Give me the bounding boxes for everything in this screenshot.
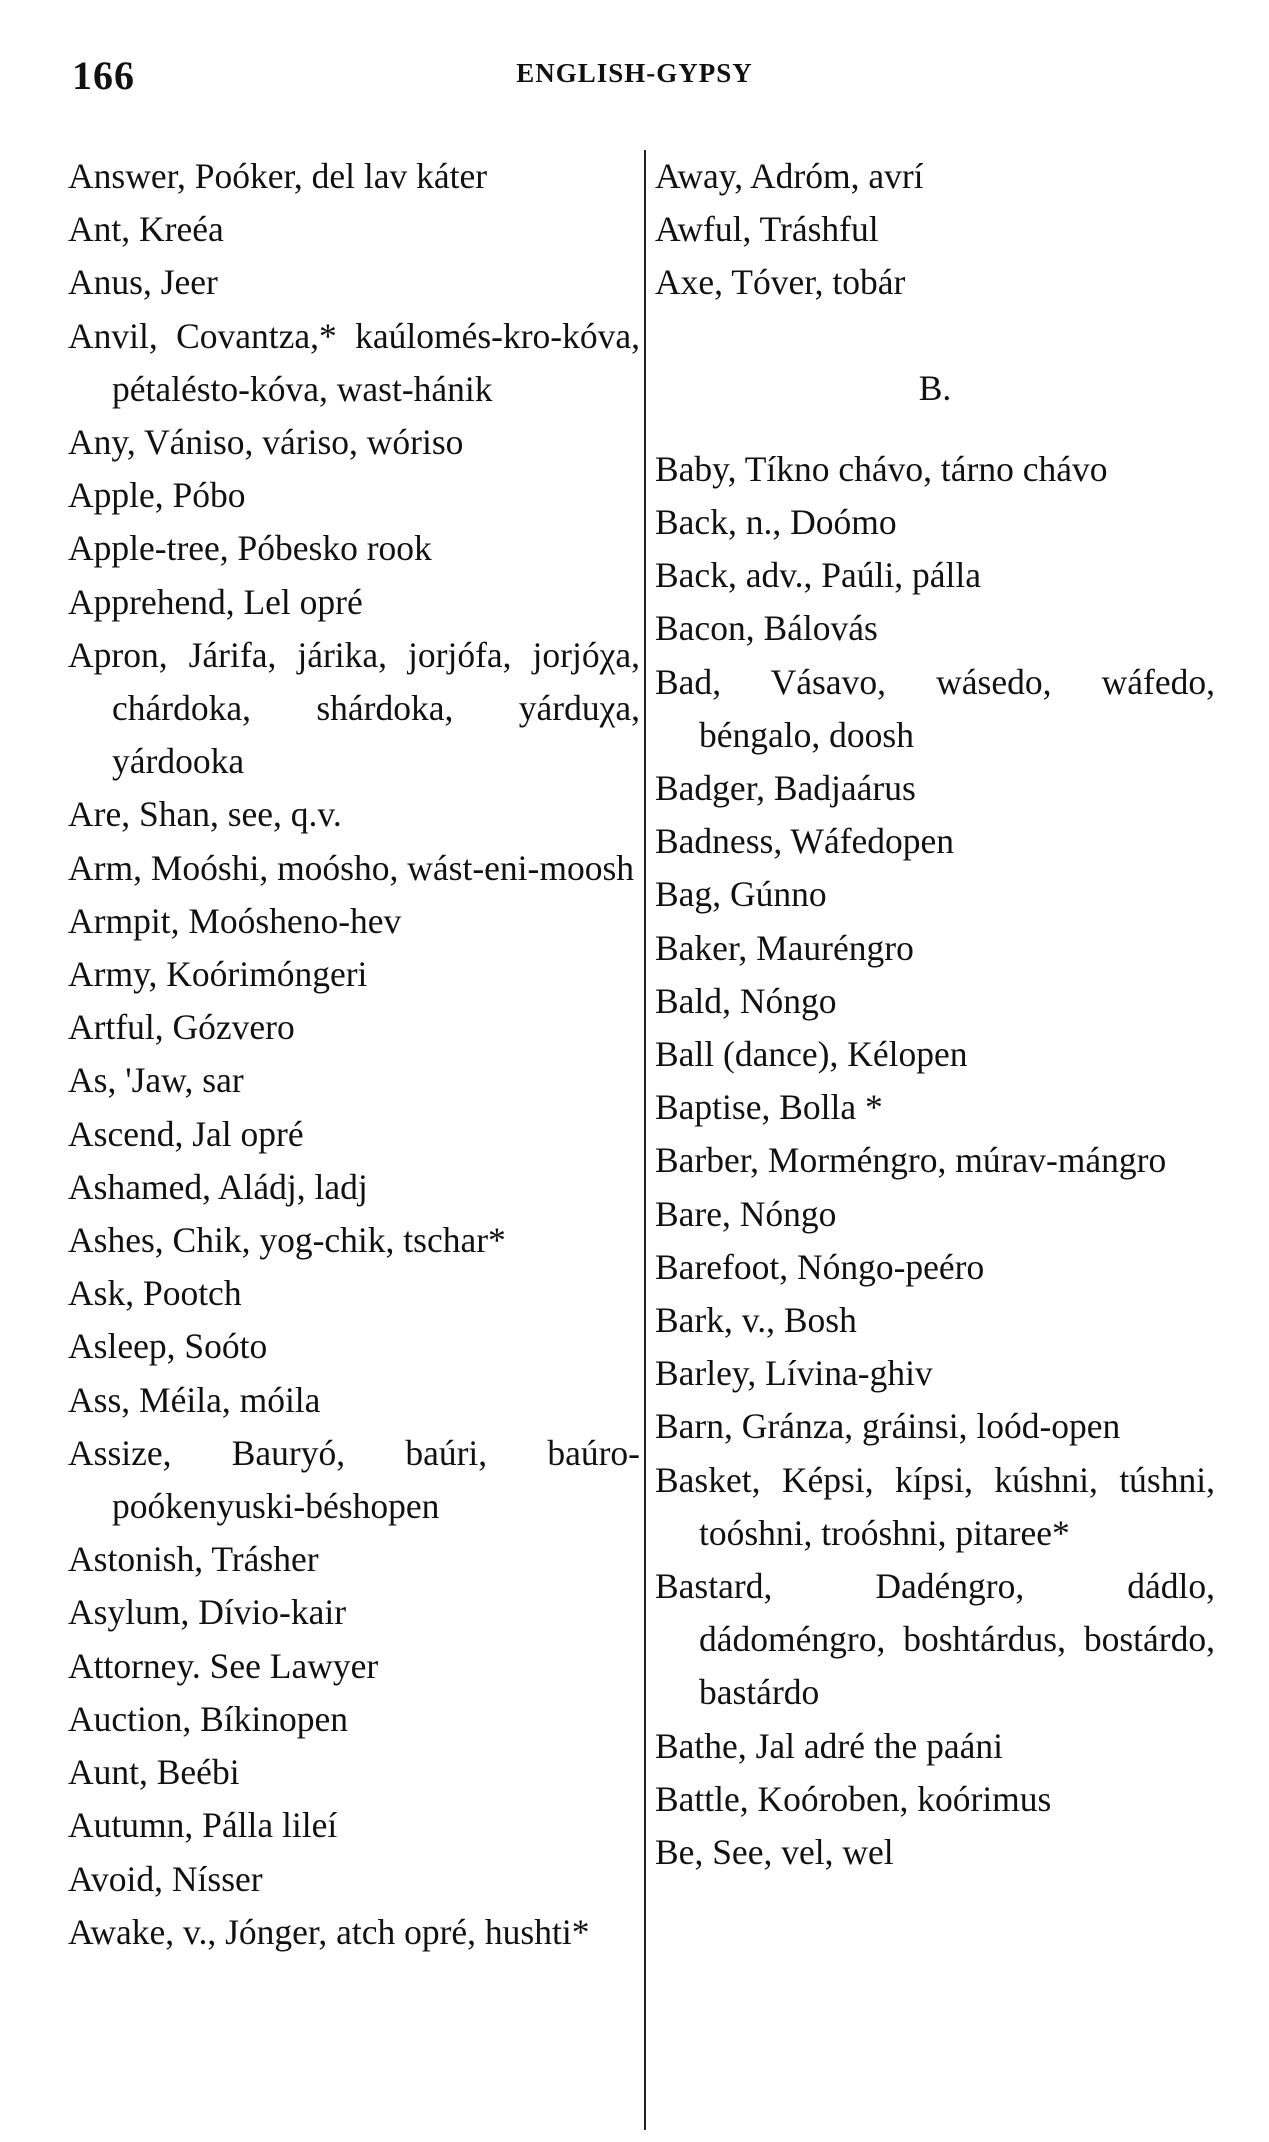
entry-definition: , Képsi, kípsi, kúshni, túshni, toóshni, troóshni, pitaree* [699,1459,1215,1553]
entry-definition: , Wáfedopen [773,821,955,862]
entry-definition: , Covantza,* kaúlomés-kro-kóva, pétalésto-kóva, wast-hánik [112,315,640,409]
dictionary-entry [68,1214,640,1267]
entry-headword: Anvil [68,315,149,356]
dictionary-entry [655,1720,1215,1773]
dictionary-entry [655,1347,1215,1400]
entry-headword: Asleep [68,1326,167,1367]
entry-headword: Bastard [655,1566,764,1607]
dictionary-entry [655,1400,1215,1453]
entry-definition: , Póbo [154,475,246,516]
dictionary-entry [655,602,1215,655]
entry-definition: , v., Jónger, atch opré, hushti* [165,1911,590,1952]
dictionary-entry [655,443,1215,496]
dictionary-entry [68,1799,640,1852]
entry-definition: , Trásher [194,1539,319,1580]
entry-headword: Battle [655,1778,740,1819]
entry-definition: , Aládj, ladj [202,1166,368,1207]
entry-headword: Astonish [68,1539,195,1580]
dictionary-entry [655,496,1215,549]
entry-definition: , Gránza, gráinsi, loód-open [724,1406,1121,1447]
entry-headword: Apple-tree [68,528,220,569]
entry-headword: Ball [655,1034,715,1075]
entry-definition: , Vásavo, wásedo, wáfedo, béngalo, doosh [699,661,1215,755]
entry-headword: Barber [655,1140,751,1181]
entry-headword: Apron [68,634,159,675]
dictionary-entry [655,815,1215,868]
entry-headword: Attorney [68,1645,192,1686]
entry-definition: , Moóshi, moósho, wást-eni-moosh [133,847,635,888]
entry-headword: Bathe [655,1725,738,1766]
entry-headword: Awful [655,209,743,250]
entry-headword: Basket [655,1459,752,1500]
entry-definition: , Chik, yog-chik, tschar* [154,1220,506,1261]
entry-definition: , Gózvero [154,1007,295,1048]
entry-headword: Auction [68,1698,183,1739]
dictionary-entry [68,1054,640,1107]
entry-headword: Back [655,502,728,543]
entry-headword: Are [68,794,122,835]
dictionary-entry [68,1267,640,1320]
dictionary-entry [68,895,640,948]
entry-headword: Barn [655,1406,725,1447]
entry-headword: Baptise [655,1087,762,1128]
dictionary-entry [655,1294,1215,1347]
dictionary-entry [655,1826,1215,1879]
entry-headword: Badger [655,768,757,809]
entry-headword: Aunt [68,1752,139,1793]
entry-headword: Answer [68,156,177,196]
dictionary-entry [68,203,640,256]
dictionary-entry [68,629,640,789]
dictionary-entry [68,1693,640,1746]
entry-definition: , Jeer [142,262,218,303]
entry-headword: Awake [68,1911,166,1952]
dictionary-entry [68,522,640,575]
dictionary-entry [68,469,640,522]
entry-definition: (dance), Kélopen [714,1034,968,1075]
dictionary-entry [655,656,1215,762]
entry-definition: , Nóngo [722,980,837,1021]
entry-headword: Axe [655,262,715,303]
entry-headword: Apple [68,475,155,516]
entry-definition: , Bíkinopen [182,1698,349,1739]
column-divider [644,150,646,2130]
dictionary-entry [68,1374,640,1427]
entry-definition: , Kreéa [121,209,224,250]
entry-definition: , Poóker, del lav káter [177,156,488,196]
entry-definition: , Nóngo-peéro [779,1246,985,1287]
entry-headword: Avoid [68,1858,155,1899]
entry-definition: , Morméngro, múrav-mángro [750,1140,1167,1181]
entry-definition: , Lel opré [225,581,363,622]
entry-headword: Bacon [655,608,746,649]
dictionary-entry [655,1188,1215,1241]
dictionary-entry [68,1586,640,1639]
entry-definition: , Beébi [139,1752,240,1793]
entry-definition: , Koórimóngeri [148,954,368,995]
entry-definition: . See Lawyer [191,1645,379,1686]
dictionary-entry [68,1161,640,1214]
entry-headword: Bark [655,1300,725,1341]
entry-headword: Autumn [68,1805,185,1846]
entry-definition: , Mauréngro [738,927,914,968]
entries-a-continued [655,150,1215,310]
dictionary-entry [68,416,640,469]
entry-definition: , Pootch [125,1273,242,1314]
entry-definition: , Méila, móila [121,1379,321,1420]
dictionary-entry [68,150,640,203]
dictionary-entry [655,1081,1215,1134]
dictionary-entry [68,1001,640,1054]
dictionary-entry [68,1108,640,1161]
entry-headword: Arm [68,847,134,888]
entry-headword: Apprehend [68,581,226,622]
dictionary-entry [68,310,640,416]
entry-definition: , Adróm, avrí [734,156,924,196]
entry-headword: Baby [655,448,728,489]
dictionary-entry [68,1853,640,1906]
entry-definition: , Póbesko rook [219,528,432,569]
entry-headword: Ass [68,1379,122,1420]
dictionary-entry [655,549,1215,602]
entry-definition: , Jal opré [174,1113,304,1154]
entry-headword: Artful [68,1007,155,1048]
dictionary-entry [655,975,1215,1028]
dictionary-entry [68,1320,640,1373]
left-column [68,150,640,1959]
entry-headword: Ashamed [68,1166,203,1207]
entry-headword: Baker [655,927,739,968]
entry-headword: Armpit [68,900,171,941]
dictionary-entry [68,842,640,895]
dictionary-entry [68,948,640,1001]
entry-definition: , Bálovás [745,608,878,649]
entry-headword: Ascend [68,1113,175,1154]
entry-definition: , Gúnno [712,874,827,915]
dictionary-entry [655,150,1215,203]
entry-headword: Army [68,954,149,995]
entry-definition: , Pálla lileí [184,1805,338,1846]
dictionary-entry [655,1454,1215,1560]
dictionary-entry [655,868,1215,921]
entry-definition: , Tráshful [742,209,879,250]
entry-definition: , Jal adré the paáni [737,1725,1003,1766]
entry-headword: Barefoot [655,1246,780,1287]
entry-headword: Anus [68,262,143,303]
entry-definition: , Shan, see, q.v. [121,794,342,835]
entry-definition: , Bolla * [761,1087,883,1128]
dictionary-entry [655,762,1215,815]
entry-headword: Ask [68,1273,126,1314]
entry-headword: Bare [655,1193,723,1234]
dictionary-entry [655,203,1215,256]
entry-headword: Away [655,156,735,196]
entry-definition: , Soóto [166,1326,268,1367]
entry-definition: , Koóroben, koórimus [739,1778,1052,1819]
entry-definition: , Vániso, váriso, wóriso [126,422,464,463]
dictionary-entry [68,1427,640,1533]
dictionary-entry [68,576,640,629]
right-column [655,150,1215,1879]
entry-definition: , Nísser [154,1858,263,1899]
entry-definition: , v., Bosh [724,1300,857,1341]
entry-definition: , Dívio-kair [180,1592,347,1633]
entry-definition: , adv., Paúli, pálla [727,555,981,596]
entry-definition: , Dadéngro, dádlo, dádoméngro, boshtárdus, bostárdo, bastárdo [699,1566,1215,1713]
dictionary-entry [68,1640,640,1693]
entry-definition: , Bauryó, baúri, baúro-poókenyuski-béshopen [112,1432,640,1527]
entries-b [655,443,1215,1879]
entry-headword: Badness [655,821,774,862]
entry-headword: Asylum [68,1592,181,1633]
dictionary-entry [655,1241,1215,1294]
entry-definition: , See, vel, wel [694,1832,894,1873]
section-letter-heading: B. [918,367,952,408]
entry-definition: , Moósheno-hev [170,900,402,941]
entry-headword: Bald [655,980,723,1021]
entry-headword: As [68,1060,108,1101]
dictionary-entry [655,1773,1215,1826]
entry-headword: Barley [655,1353,748,1394]
entry-headword: Assize [68,1432,163,1473]
page-number: 166 [72,53,135,98]
dictionary-entry [68,788,640,841]
running-head: ENGLISH-GYPSY [516,58,753,88]
entry-definition: , Badjaárus [756,768,916,809]
dictionary-entry [655,1134,1215,1187]
entry-definition: , Lívina-ghiv [747,1353,933,1394]
dictionary-entry [68,1533,640,1586]
entry-headword: Be [655,1832,695,1873]
entry-definition: , Nóngo [722,1193,837,1234]
entry-headword: Back [655,555,728,596]
dictionary-entry [655,256,1215,309]
entry-headword: Bad [655,661,713,702]
entry-headword: Ant [68,209,122,250]
entry-definition: , Tóver, tobár [714,262,906,303]
entry-definition: , Tíkno chávo, tárno chávo [727,448,1108,489]
entry-definition: , Járifa, járika, jorjófa, jorjóχa, chárdoka, shárdoka, yárduχa, yárdooka [112,634,640,782]
dictionary-entry [68,256,640,309]
entry-headword: Bag [655,874,713,915]
dictionary-entry [655,1028,1215,1081]
dictionary-entry [655,1560,1215,1720]
dictionary-entry [655,922,1215,975]
entry-definition: , n., Doómo [727,502,897,543]
dictionary-entry [68,1746,640,1799]
entry-headword: Any [68,422,127,463]
entry-headword: Ashes [68,1220,155,1261]
dictionary-entry [68,1906,640,1959]
entry-definition: , 'Jaw, sar [107,1060,244,1101]
